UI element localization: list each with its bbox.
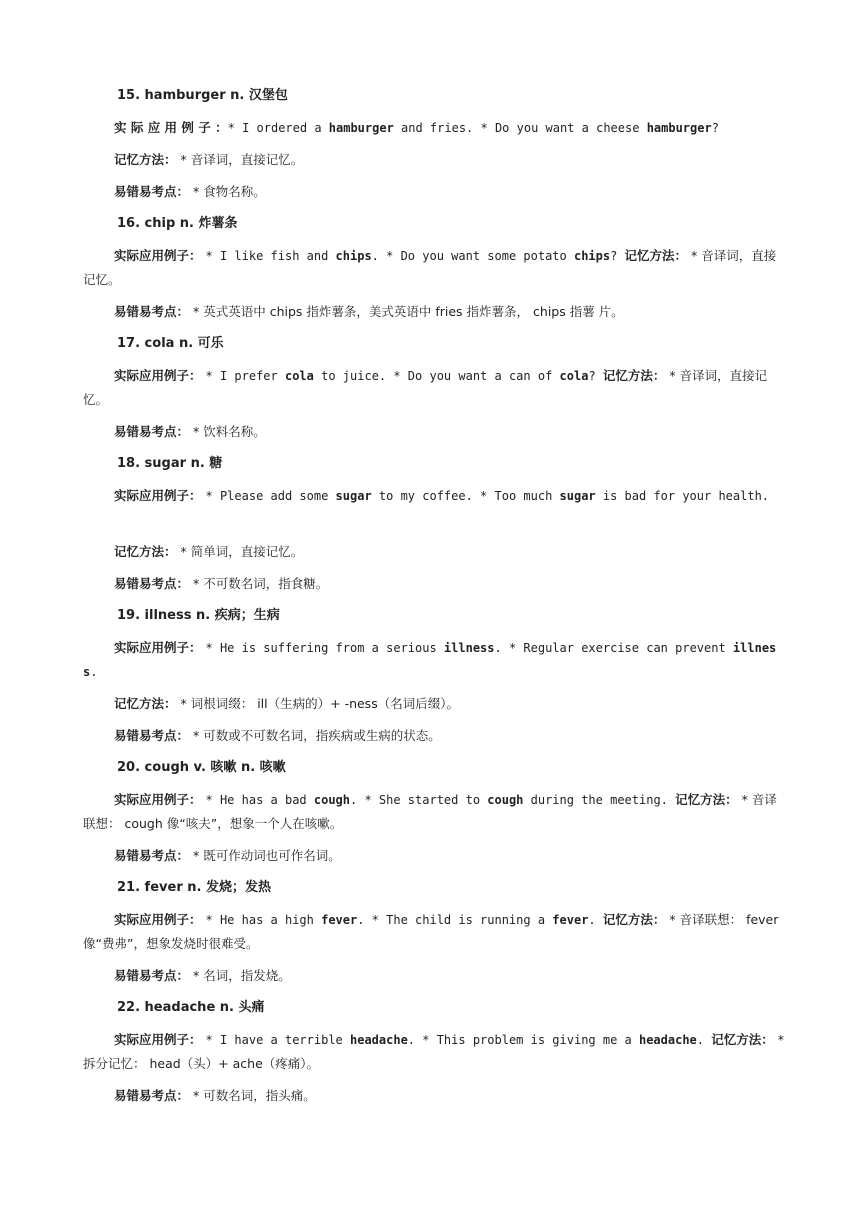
example-paragraph (83, 116, 787, 140)
pitfall-label: 易错易考点： (114, 304, 190, 319)
memory-label: 记忆方法： (114, 696, 177, 711)
pitfall-text: * 食物名称。 (193, 184, 266, 199)
pitfall-text: * 不可数名词，指食糖。 (193, 576, 329, 591)
pitfall-label: 易错易考点： (114, 1088, 190, 1103)
entry-heading: 18. sugar n. 糖 (117, 456, 223, 471)
pitfall-label: 易错易考点： (114, 576, 190, 591)
memory-label: 记忆方法： (602, 912, 666, 927)
example-paragraph (83, 484, 787, 508)
pitfall-paragraph (83, 724, 787, 748)
example-label: 实际应用例子： (114, 912, 202, 927)
memory-label: 记忆方法： (114, 544, 177, 559)
pitfall-paragraph (83, 420, 787, 444)
example-paragraph (83, 636, 787, 684)
memory-text: * 拆分记忆： head（头）+ ache（疼痛）。 (83, 1032, 784, 1071)
pitfall-text: * 名词，指发烧。 (193, 968, 291, 983)
memory-paragraph (83, 692, 787, 716)
pitfall-paragraph (83, 572, 787, 596)
example-paragraph (83, 244, 787, 292)
pitfall-text: * 可数名词，指头痛。 (193, 1088, 316, 1103)
memory-label: 记忆方法： (711, 1032, 774, 1047)
pitfall-text: * 饮料名称。 (193, 424, 266, 439)
example-text: * I ordered a hamburger and fries. * Do you want a cheese hamburger? (227, 121, 719, 135)
pitfall-label: 易错易考点： (114, 728, 190, 743)
example-text: * He has a high fever. * The child is running a fever. (205, 913, 603, 927)
pitfall-text: * 既可作动词也可作名词。 (193, 848, 341, 863)
entry-heading: 22. headache n. 头痛 (117, 1000, 265, 1015)
example-text: * I prefer cola to juice. * Do you want a can of cola? (205, 369, 603, 383)
memory-label: 记忆方法： (114, 152, 177, 167)
memory-text: * 音译联想： fever 像“费弗”，想象发烧时很难受。 (83, 912, 779, 951)
example-paragraph (83, 1028, 787, 1076)
pitfall-label: 易错易考点： (114, 184, 190, 199)
pitfall-paragraph (83, 180, 787, 204)
memory-label: 记忆方法： (675, 792, 738, 807)
example-text: * He has a bad cough. * She started to cough during the meeting. (205, 793, 676, 807)
memory-paragraph (83, 540, 787, 564)
pitfall-label: 易错易考点： (114, 968, 190, 983)
example-label: 实际应用例子： (114, 640, 202, 655)
example-text: * Please add some sugar to my coffee. * Too much sugar is bad for your health. (205, 489, 770, 503)
pitfall-label: 易错易考点： (114, 424, 190, 439)
pitfall-text: * 英式英语中 chips 指炸薯条，美式英语中 fries 指炸薯条， chips 指薯 片。 (193, 304, 624, 319)
pitfall-label: 易错易考点： (114, 848, 190, 863)
entry-heading: 20. cough v. 咳嗽 n. 咳嗽 (117, 760, 286, 775)
pitfall-paragraph (83, 1084, 787, 1108)
memory-text: * 音译词，直接记忆。 (83, 368, 768, 407)
entry-heading: 16. chip n. 炸薯条 (117, 216, 238, 231)
example-paragraph (83, 788, 787, 836)
memory-label: 记忆方法： (624, 248, 688, 263)
entry-heading: 15. hamburger n. 汉堡包 (117, 88, 288, 103)
memory-text: * 音译联想： cough 像“咳夫”，想象一个人在咳嗽。 (83, 792, 777, 831)
example-paragraph (83, 908, 787, 956)
entry-heading: 19. illness n. 疾病；生病 (117, 608, 280, 623)
entry-heading: 17. cola n. 可乐 (117, 336, 224, 351)
memory-text: * 音译词，直接记忆。 (180, 152, 304, 167)
example-text: * I have a terrible headache. * This problem is giving me a headache. (205, 1033, 712, 1047)
entry-heading: 21. fever n. 发烧；发热 (117, 880, 271, 895)
example-label: 实际应用例子： (114, 248, 202, 263)
example-label: 实际应用例子： (114, 1032, 202, 1047)
example-label: 实际应用例子： (114, 488, 202, 503)
pitfall-paragraph (83, 964, 787, 988)
pitfall-paragraph (83, 844, 787, 868)
example-label: 实际应用例子： (114, 368, 202, 383)
memory-text: * 词根词缀： ill（生病的）+ -ness（名词后缀）。 (180, 696, 459, 711)
memory-label: 记忆方法： (602, 368, 666, 383)
memory-paragraph (83, 148, 787, 172)
example-text: * I like fish and chips. * Do you want some potato chips? (205, 249, 625, 263)
pitfall-paragraph (83, 300, 787, 324)
example-label: 实际应用例子： (114, 792, 202, 807)
memory-text: * 音译词，直接记忆。 (83, 248, 777, 287)
memory-text: * 简单词，直接记忆。 (180, 544, 304, 559)
example-text: * He is suffering from a serious illness. * Regular exercise can prevent illness. (83, 641, 777, 679)
example-label: 实 际 应 用 例 子 ： (114, 120, 228, 135)
pitfall-text: * 可数或不可数名词，指疾病或生病的状态。 (193, 728, 441, 743)
example-paragraph (83, 364, 787, 412)
